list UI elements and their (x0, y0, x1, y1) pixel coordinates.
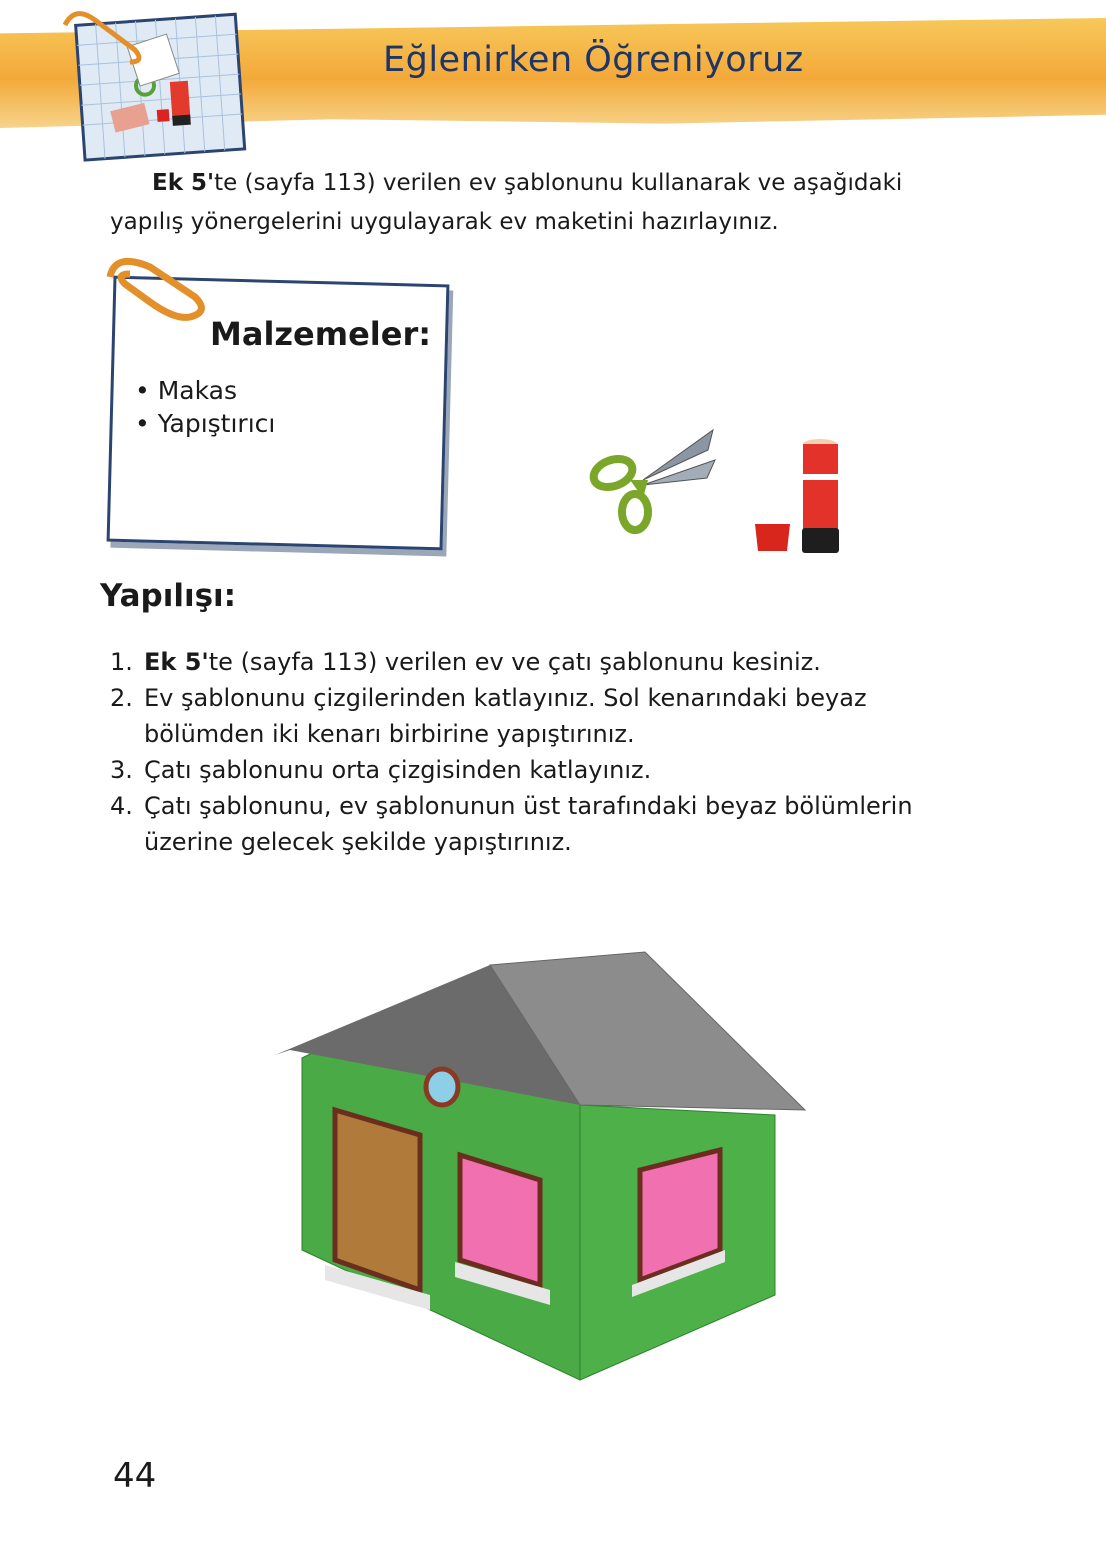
intro-text: te (sayfa 113) verilen ev şablonunu kullanarak ve aşağıdaki yapılış yönergelerini uygulayarak ev maketini hazırlayınız. (110, 170, 903, 235)
step-bold-ref: Ek 5' (144, 648, 209, 676)
step-text: te (sayfa 113) verilen ev ve çatı şablonunu kesiniz. (208, 648, 821, 676)
step-number: 3. (110, 756, 133, 784)
instructions-title: Yapılışı: (100, 578, 237, 614)
step-number: 2. (110, 684, 133, 712)
intro-paragraph (110, 164, 970, 242)
door (335, 1110, 420, 1290)
instructions-list (110, 644, 964, 860)
instruction-step (110, 680, 964, 752)
step-number: 4. (110, 792, 133, 820)
page-title: Eğlenirken Öğreniyoruz (383, 40, 804, 80)
step-number: 1. (110, 648, 133, 676)
crafts-picture-icon (60, 5, 250, 165)
glue-stick-icon (750, 436, 845, 556)
material-item: • Yapıştırıcı (135, 409, 276, 438)
step-text: Çatı şablonunu, ev şablonunun üst tarafındaki beyaz bölümlerin üzerine gelecek şekilde yapıştırınız. (144, 792, 913, 856)
instruction-step (110, 752, 964, 788)
round-window (426, 1069, 458, 1105)
step-text: Çatı şablonunu orta çizgisinden katlayınız. (144, 756, 652, 784)
scissors-icon (588, 425, 718, 535)
intro-bold-ref: Ek 5' (152, 170, 215, 196)
paperclip-icon (100, 252, 210, 342)
house-model-illustration (260, 940, 830, 1400)
step-text: Ev şablonunu çizgilerinden katlayınız. Sol kenarındaki beyaz bölümden iki kenarı birbirine yapıştırınız. (144, 684, 867, 748)
instruction-step (110, 644, 964, 680)
page-number: 44 (113, 1456, 157, 1496)
instruction-step (110, 788, 964, 860)
materials-title: Malzemeler: (210, 315, 432, 353)
material-item: • Makas (135, 376, 237, 405)
left-window (460, 1155, 540, 1285)
